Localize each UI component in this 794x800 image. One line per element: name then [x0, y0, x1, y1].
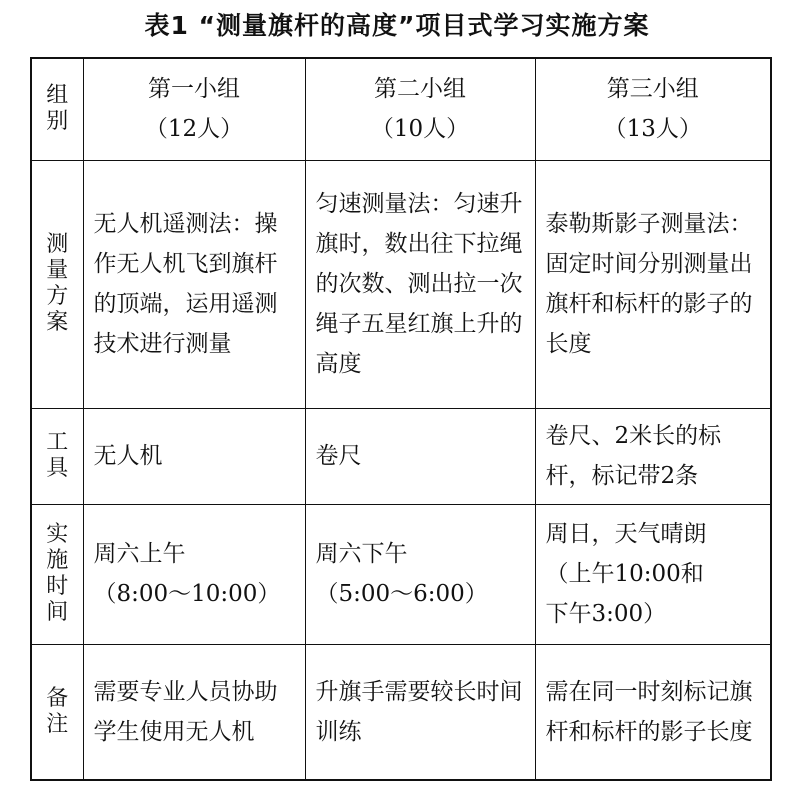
plan-group-1: 无人机遥测法：操作无人机飞到旗杆的顶端，运用遥测技术进行测量 — [83, 160, 305, 408]
group-1-name: 第一小组 — [148, 76, 240, 103]
notes-group-2: 升旗手需要较长时间训练 — [305, 644, 535, 780]
group-2-count: （10人） — [370, 116, 470, 143]
tools-group-2: 卷尺 — [305, 408, 535, 504]
plan-group-2: 匀速测量法：匀速升旗时，数出往下拉绳的次数、测出拉一次绳子五星红旗上升的高度 — [305, 160, 535, 408]
implementation-plan-table — [30, 57, 772, 781]
group-3-count: （13人） — [603, 116, 702, 143]
table-row-plan — [31, 160, 771, 408]
group-label: 组别 — [46, 83, 69, 135]
group-label-cell — [31, 58, 83, 160]
group-1-count: （12人） — [144, 116, 244, 143]
table-header-row — [31, 58, 771, 160]
tools-group-1: 无人机 — [83, 408, 305, 504]
table-title: 表1 “测量旗杆的高度”项目式学习实施方案 — [144, 11, 650, 40]
group-3-name: 第三小组 — [606, 76, 699, 103]
notes-group-3: 需在同一时刻标记旗杆和标杆的影子长度 — [535, 644, 771, 780]
plan-group-3: 泰勒斯影子测量法：固定时间分别测量出旗杆和标杆的影子的长度 — [535, 160, 771, 408]
row-label-time: 实施时间 — [31, 504, 83, 644]
time-group-3: 周日，天气晴朗 （上午10:00和 下午3:00） — [535, 504, 771, 644]
table-row-notes — [31, 644, 771, 780]
group-2-name: 第二小组 — [374, 76, 466, 103]
group-1-header — [83, 58, 305, 160]
group-2-header — [305, 58, 535, 160]
time-group-2: 周六下午 （5:00～6:00） — [305, 504, 535, 644]
tools-group-3: 卷尺、2米长的标杆，标记带2条 — [535, 408, 771, 504]
table-row-tools — [31, 408, 771, 504]
row-label-notes: 备注 — [31, 644, 83, 780]
row-label-plan: 测量方案 — [31, 160, 83, 408]
table-row-time — [31, 504, 771, 644]
row-label-tools: 工具 — [31, 408, 83, 504]
time-group-1: 周六上午 （8:00～10:00） — [83, 504, 305, 644]
group-3-header — [535, 58, 771, 160]
notes-group-1: 需要专业人员协助学生使用无人机 — [83, 644, 305, 780]
